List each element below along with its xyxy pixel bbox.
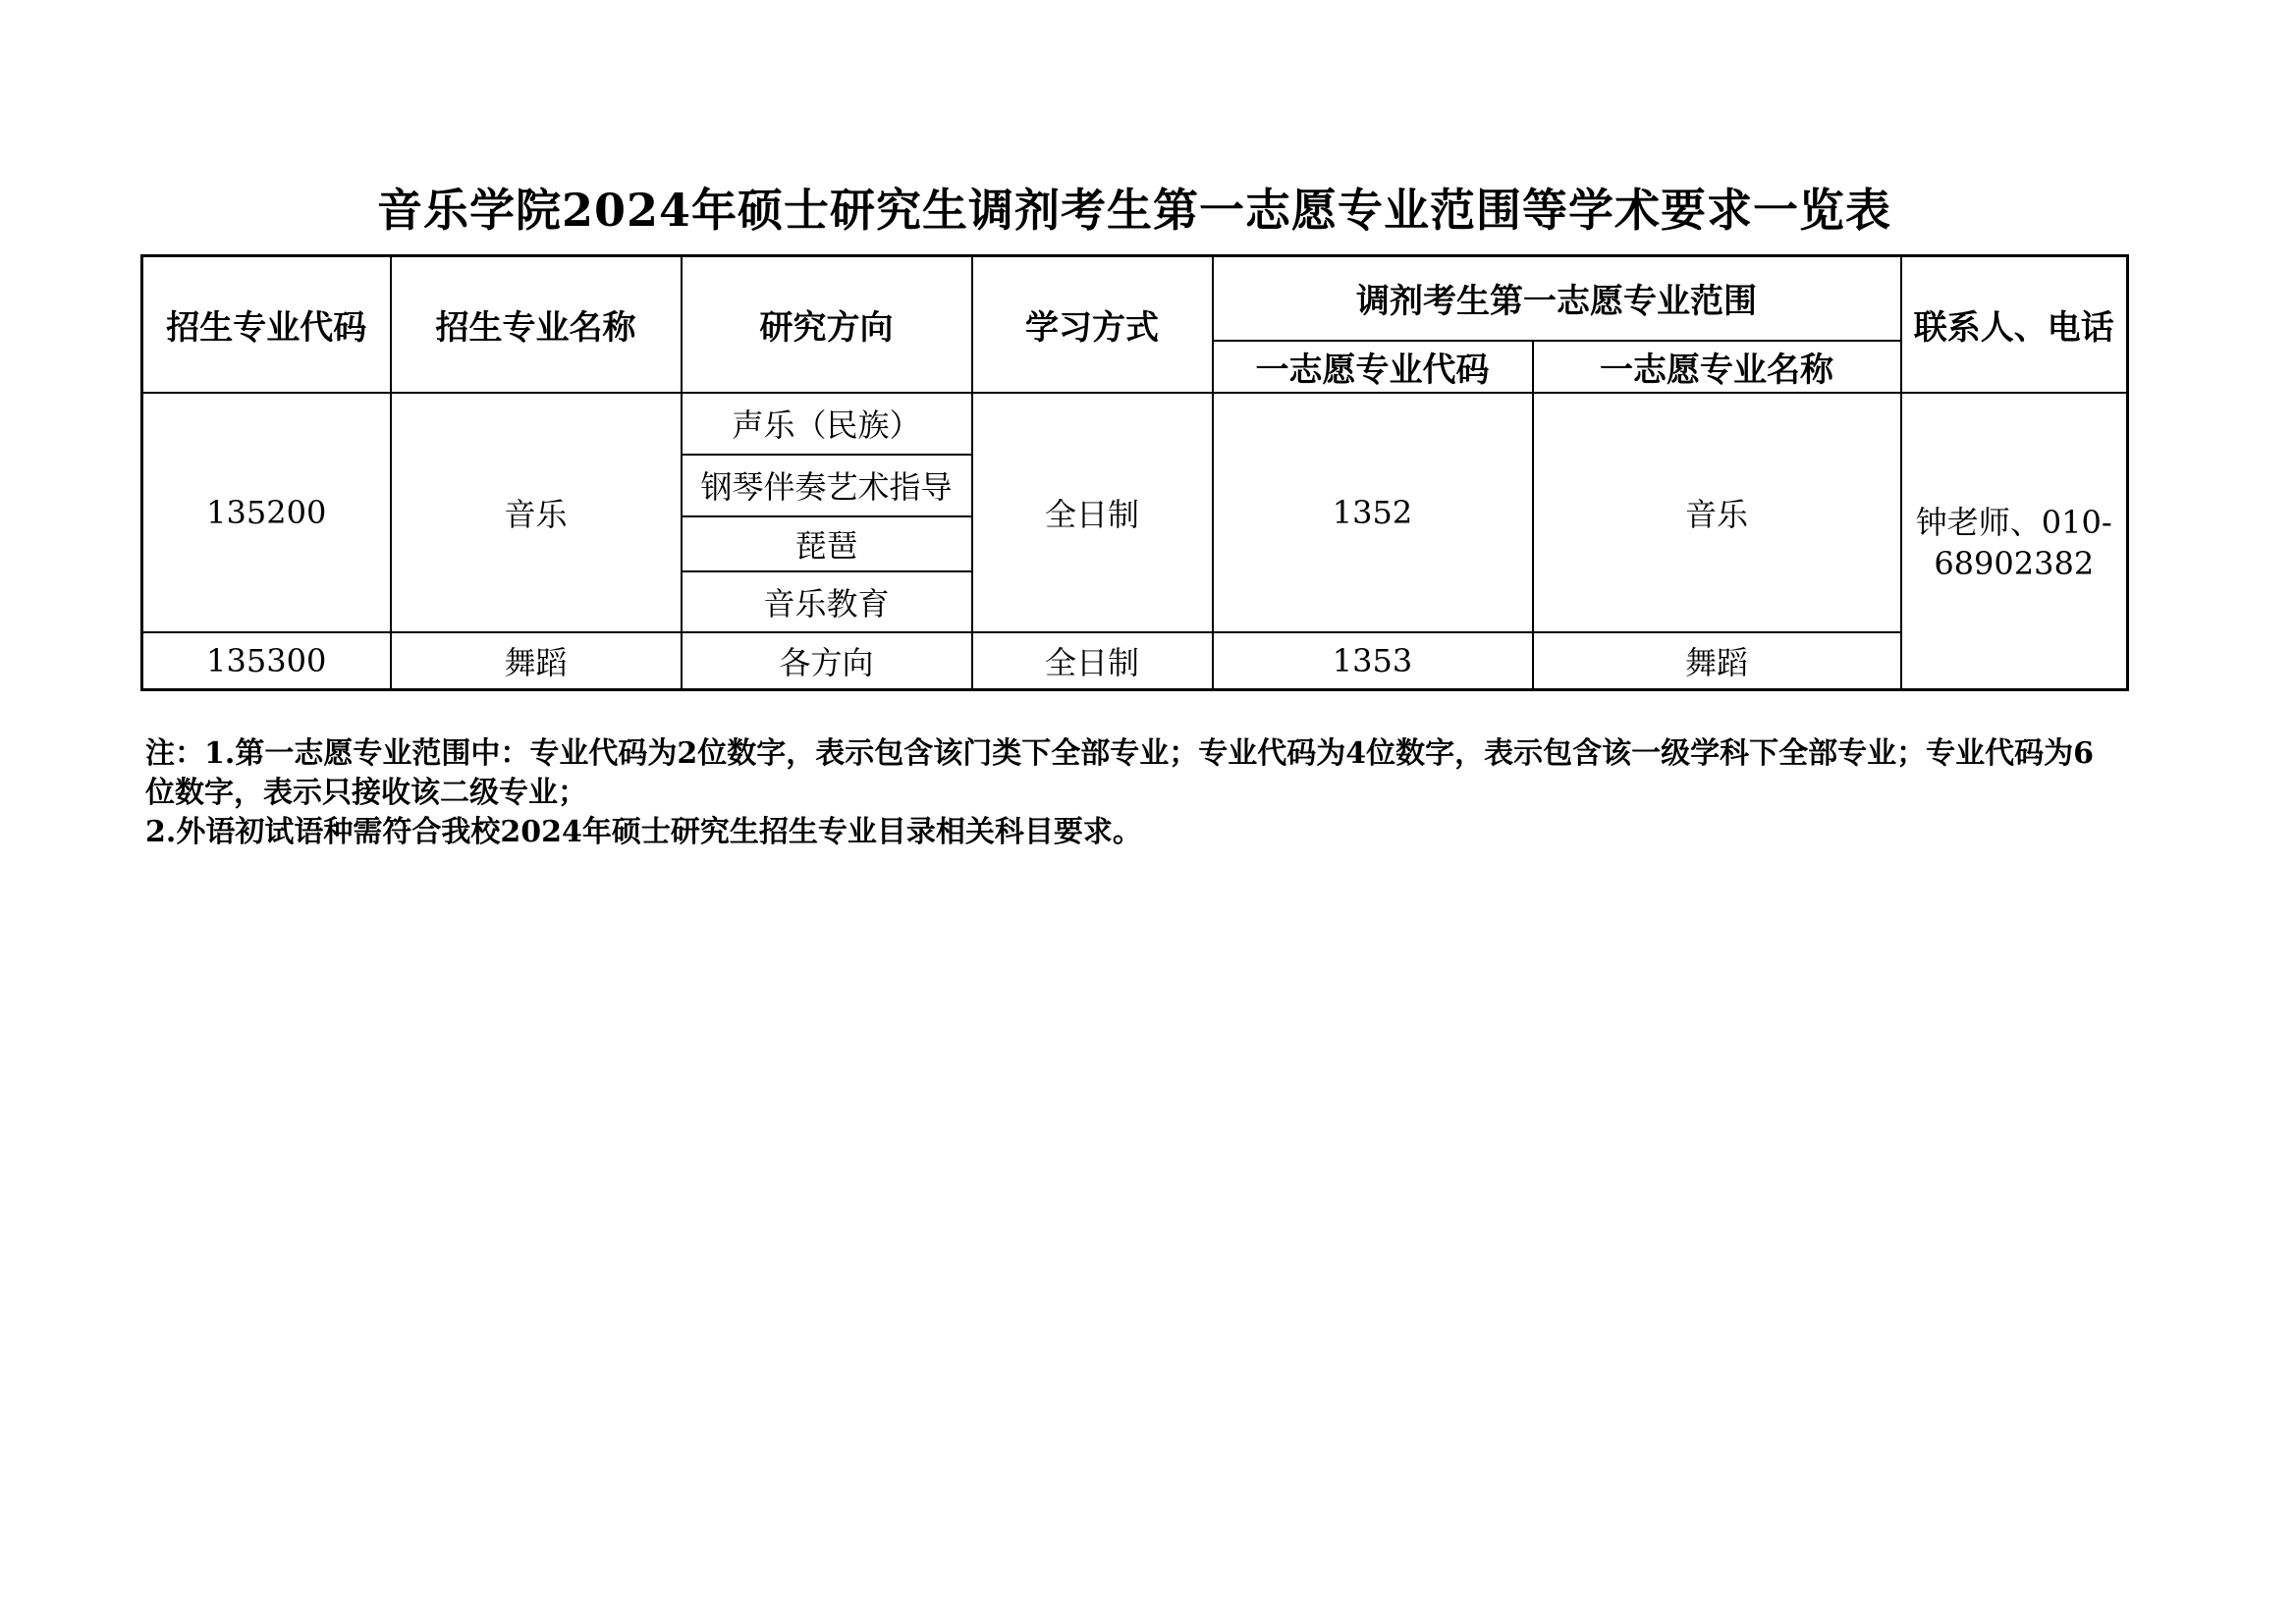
notes xyxy=(145,734,2109,852)
row-code: 135300 xyxy=(142,632,391,690)
row-direction: 各方向 xyxy=(682,632,972,690)
header-first-choice-group: 调剂考生第一志愿专业范围 xyxy=(1213,256,1901,341)
header-contact: 联系人、电话 xyxy=(1901,256,2128,393)
row-direction: 音乐教育 xyxy=(682,571,972,632)
table-row xyxy=(142,393,2128,455)
header-name: 招生专业名称 xyxy=(391,256,682,393)
row-first-choice-code: 1353 xyxy=(1213,632,1533,690)
row-name: 音乐 xyxy=(391,393,682,632)
row-first-choice-code: 1352 xyxy=(1213,393,1533,632)
header-mode: 学习方式 xyxy=(972,256,1213,393)
note-2: 2.外语初试语种需符合我校2024年硕士研究生招生专业目录相关科目要求。 xyxy=(145,815,1142,849)
row-name: 舞蹈 xyxy=(391,632,682,690)
table-row xyxy=(142,632,2128,690)
row-direction: 钢琴伴奏艺术指导 xyxy=(682,455,972,516)
row-mode: 全日制 xyxy=(972,632,1213,690)
page-title: 音乐学院2024年硕士研究生调剂考生第一志愿专业范围等学术要求一览表 xyxy=(376,184,1892,237)
header-first-choice-name: 一志愿专业名称 xyxy=(1533,341,1901,393)
contact-cell: 钟老师、010-68902382 xyxy=(1901,393,2128,690)
row-direction: 声乐（民族） xyxy=(682,393,972,455)
row-first-choice-name: 舞蹈 xyxy=(1533,632,1901,690)
header-direction: 研究方向 xyxy=(682,256,972,393)
note-1: 注：1.第一志愿专业范围中：专业代码为2位数字，表示包含该门类下全部专业；专业代码为4位数字，表示包含该一级学科下全部专业；专业代码为6位数字，表示只接收该二级专业； xyxy=(145,736,2094,810)
header-first-choice-code: 一志愿专业代码 xyxy=(1213,341,1533,393)
header-code: 招生专业代码 xyxy=(142,256,391,393)
row-code: 135200 xyxy=(142,393,391,632)
row-direction: 琵琶 xyxy=(682,516,972,571)
row-mode: 全日制 xyxy=(972,393,1213,632)
row-first-choice-name: 音乐 xyxy=(1533,393,1901,632)
requirements-table xyxy=(140,254,2129,691)
